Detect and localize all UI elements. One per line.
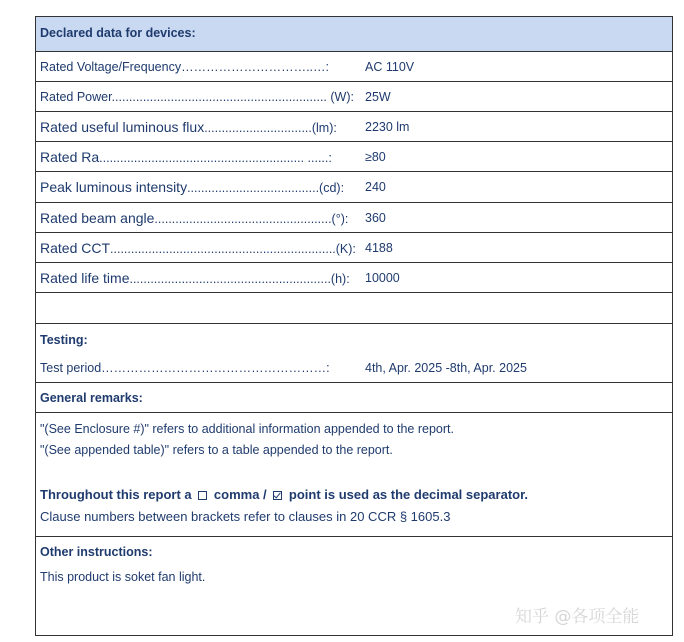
testing-title: Testing: (40, 333, 88, 347)
remarks-header (36, 383, 672, 413)
remark-appended-table: "(See appended table)" refers to a table appended to the report. (40, 443, 393, 457)
instructions-text: This product is soket fan light. (40, 570, 206, 584)
table-row (36, 203, 672, 233)
comma-checkbox-icon (198, 491, 207, 500)
table-header (36, 17, 672, 52)
row-label-voltage: Rated Voltage/Frequency…………………………..…: (40, 60, 329, 74)
declared-data-table (35, 16, 673, 636)
table-row (36, 172, 672, 203)
row-label-power: Rated Power.............................................................. (W): (40, 90, 354, 104)
row-value-beam-angle: 360 (365, 211, 386, 225)
row-value-life-time: 10000 (365, 271, 400, 285)
table-row (36, 263, 672, 293)
row-label-life-time: Rated life time..........................................................(h): (40, 270, 350, 286)
row-value-ra: ≥80 (365, 150, 386, 164)
instructions-title: Other instructions: (40, 545, 153, 559)
remarks-body (36, 413, 672, 537)
row-value-voltage: AC 110V (365, 60, 415, 74)
row-label-beam-angle: Rated beam angle...................................................(°): (40, 210, 349, 226)
row-label-ra: Rated Ra........................................................... ......: (40, 149, 332, 165)
decimal-separator-note: Throughout this report a comma / point is used as the decimal separator. (40, 487, 529, 502)
point-checkbox-checked-icon (273, 491, 282, 500)
table-row (36, 112, 672, 142)
row-value-power: 25W (365, 90, 391, 104)
table-row (36, 142, 672, 172)
test-period-value: 4th, Apr. 2025 -8th, Apr. 2025 (365, 361, 527, 375)
table-row (36, 82, 672, 112)
test-period-label: Test period………………………………………………: (40, 361, 330, 375)
row-label-cct: Rated CCT.................................................................(K): (40, 240, 356, 256)
row-value-flux: 2230 lm (365, 120, 410, 134)
table-row (36, 52, 672, 82)
row-value-intensity: 240 (365, 180, 386, 194)
clause-note: Clause numbers between brackets refer to clauses in 20 CCR § 1605.3 (40, 509, 451, 524)
testing-section (36, 324, 672, 383)
table-row (36, 233, 672, 263)
watermark: 知乎 @各项全能 (515, 607, 640, 627)
remark-enclosure: "(See Enclosure #)" refers to additional information appended to the report. (40, 422, 454, 436)
remarks-title: General remarks: (40, 391, 143, 405)
row-label-intensity: Peak luminous intensity......................................(cd): (40, 179, 345, 195)
row-label-flux: Rated useful luminous flux...............................(lm): (40, 119, 337, 135)
header-title: Declared data for devices: (40, 26, 196, 40)
row-value-cct: 4188 (365, 241, 393, 255)
empty-row (36, 293, 672, 324)
